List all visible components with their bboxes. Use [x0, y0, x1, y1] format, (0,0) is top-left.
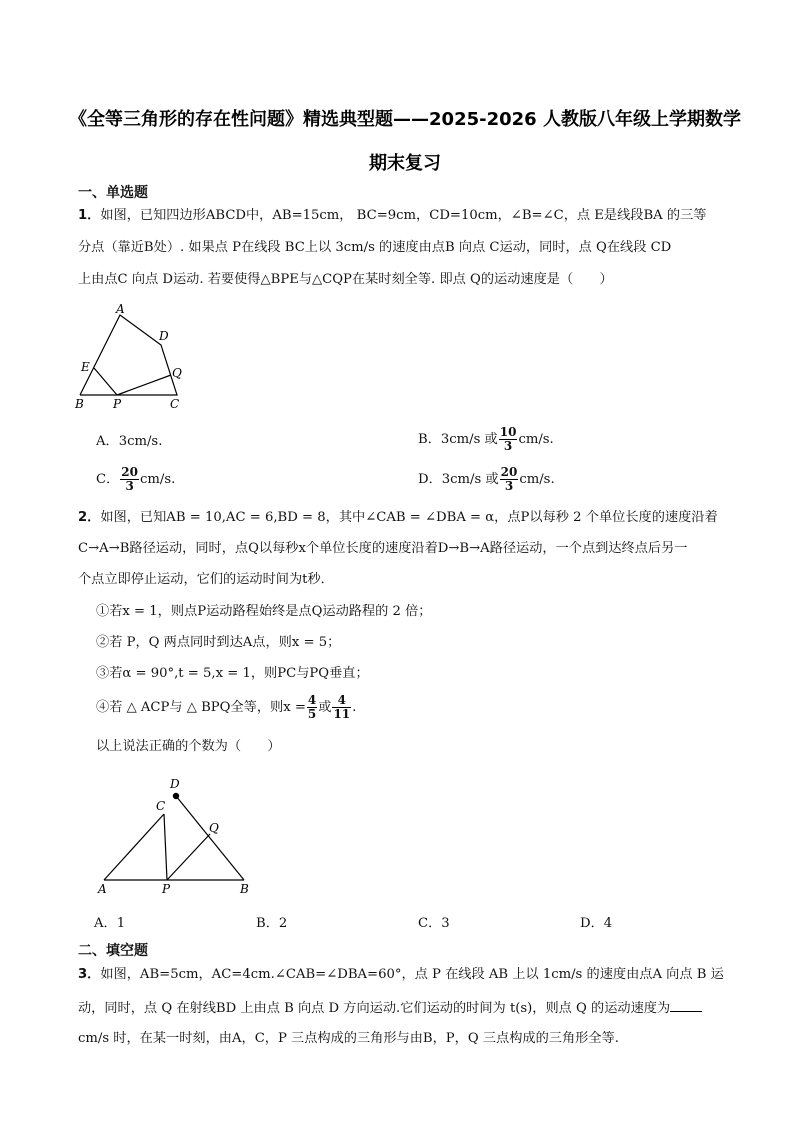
q2-statement-2-text: 若 P，Q 两点同时到达A点，则x = 5； [109, 635, 341, 650]
q2-label-p: P [162, 882, 171, 896]
q1-option-d[interactable] [418, 464, 555, 496]
q1-option-c[interactable] [96, 464, 175, 496]
q2-statement-2-mark: ② [96, 635, 110, 650]
q2-statement-3 [96, 664, 369, 684]
q2-triangle-figure [92, 772, 262, 900]
q1-label-b: B [75, 397, 84, 411]
section-heading-single-choice: 一、单选题 [78, 185, 148, 201]
q3-text-1: 如图，AB=5cm，AC=4cm.∠CAB=∠DBA=60°，点 P 在线段 AB 上以 1cm/s 的速度由点A 向点 B 运 [100, 967, 724, 982]
q2-statement-4-fraction-2: $\frac{4}{11}$ [333, 693, 351, 721]
q1-option-b-suffix: cm/s. [518, 432, 554, 447]
q2-statement-4-fraction-1: $\frac{4}{5}$ [307, 693, 317, 721]
q2-label-c: C [156, 799, 166, 813]
q1-option-a[interactable]: A．3cm/s. [96, 434, 163, 449]
q3-answer-blank[interactable] [670, 997, 702, 1012]
page-title-line-1: 《全等三角形的存在性问题》精选典型题——2025-2026 人教版八年级上学期数学 [69, 109, 741, 130]
q2-statement-1-mark: ① [96, 604, 110, 619]
q2-number: 2． [78, 510, 101, 525]
q2-statement-4-prefix: 若 △ ACP与 △ BPQ全等，则x = [109, 700, 306, 715]
q1-label-a: A [116, 302, 125, 316]
q2-option-b[interactable]: B．2 [256, 916, 288, 931]
q1-line-2: 分点（靠近B处）. 如果点 P在线段 BC上以 3cm/s 的速度由点B 向点 C运动，同时，点 Q在线段 CD [78, 240, 672, 255]
q2-label-b: B [240, 882, 249, 896]
q1-option-c-suffix: cm/s. [139, 472, 176, 487]
q2-option-c[interactable]: C．3 [418, 916, 450, 931]
q2-statement-4-mark: ④ [96, 700, 110, 715]
q1-number: 1． [78, 208, 101, 223]
q1-option-d-fraction: $\frac{20}{3}$ [500, 465, 518, 493]
q1-option-b-fraction: $\frac{10}{3}$ [499, 425, 517, 453]
q2-label-a: A [98, 882, 107, 896]
q3-line-2 [78, 997, 702, 1019]
q1-option-d-suffix: cm/s. [519, 472, 555, 487]
q2-label-d: D [170, 777, 180, 791]
q2-option-a[interactable]: A．1 [94, 916, 126, 931]
q3-text-2: 动，同时，点 Q 在射线BD 上由点 B 向点 D 方向运动.它们运动的时间为 t(s)，则点 Q 的运动速度为 [78, 1001, 671, 1016]
q3-line-3: cm/s 时，在某一时刻，由A，C，P 三点构成的三角形与由B，P，Q 三点构成的三角形全等. [78, 1031, 619, 1046]
page-title-line-2: 期末复习 [369, 153, 441, 174]
q1-option-d-prefix: D．3cm/s 或 [418, 472, 499, 487]
q1-option-b[interactable] [418, 424, 554, 456]
q2-statement-4 [96, 692, 356, 724]
q2-statement-4-or: 或 [318, 700, 332, 715]
q2-label-q: Q [209, 821, 219, 835]
q2-text-1: 如图，已知AB = 10,AC = 6,BD = 8，其中∠CAB = ∠DBA = α，点P以每秒 2 个单位长度的速度沿着 [100, 510, 718, 525]
q2-statement-3-text: 若α = 90°,t = 5,x = 1，则PC与PQ垂直； [109, 666, 369, 681]
q1-option-c-prefix: C． [96, 472, 120, 487]
q2-statement-3-mark: ③ [96, 666, 110, 681]
section-heading-fill-in: 二、填空题 [78, 943, 148, 959]
q1-text-1: 如图，已知四边形ABCD中，AB=15cm， BC=9cm，CD=10cm，∠B=∠C，点 E是线段BA 的三等 [100, 208, 707, 223]
q1-line-1 [78, 206, 706, 226]
q2-statement-1-text: 若x = 1，则点P运动路程始终是点Q运动路程的 2 倍； [109, 604, 432, 619]
q2-statement-1 [96, 602, 431, 622]
q3-line-1 [78, 965, 724, 985]
q1-option-c-fraction: $\frac{20}{3}$ [121, 465, 138, 493]
q2-statement-2 [96, 633, 340, 653]
q1-label-e: E [81, 360, 90, 374]
q2-line-2: C→A→B路径运动，同时，点Q以每秒x个单位长度的速度沿着D→B→A路径运动，一个点到达终点后另一 [78, 541, 688, 556]
q1-label-q: Q [172, 366, 182, 380]
q1-quadrilateral-figure [70, 298, 200, 413]
q1-label-c: C [170, 397, 180, 411]
q1-line-3: 上由点C 向点 D运动. 若要使得△BPE与△CQP在某时刻全等. 即点 Q的运动速度是（ ） [78, 272, 613, 287]
q2-statement-4-suffix: . [352, 700, 357, 715]
q1-option-b-prefix: B．3cm/s 或 [418, 432, 498, 447]
q2-line-1 [78, 508, 718, 528]
q1-label-p: P [113, 397, 122, 411]
q2-option-d[interactable]: D．4 [580, 916, 613, 931]
q2-line-3: 个点立即停止运动，它们的运动时间为t秒． [78, 572, 334, 587]
q3-number: 3． [78, 967, 101, 982]
q2-question: 以上说法正确的个数为（ ） [96, 739, 281, 754]
q1-label-d: D [159, 329, 169, 343]
